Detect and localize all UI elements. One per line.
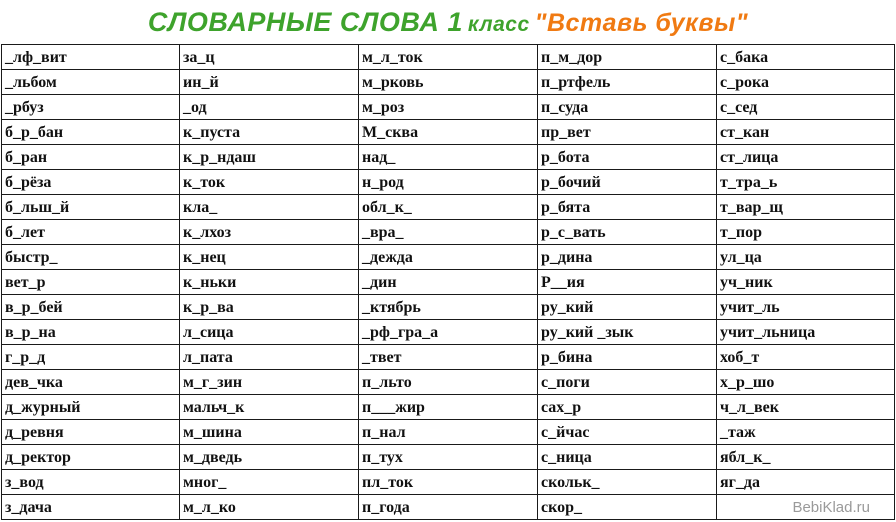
- word-cell: р_с_вать: [538, 220, 717, 245]
- word-cell: м_шина: [180, 420, 359, 445]
- word-cell: ин_й: [180, 70, 359, 95]
- word-cell: с_бака: [717, 45, 895, 70]
- table-row: [2, 445, 895, 470]
- word-cell: к_пуста: [180, 120, 359, 145]
- word-cell: д_ревня: [2, 420, 180, 445]
- table-row: [2, 270, 895, 295]
- word-cell: т_пор: [717, 220, 895, 245]
- word-cell: р_дина: [538, 245, 717, 270]
- word-cell: б_рёза: [2, 170, 180, 195]
- word-cell: _од: [180, 95, 359, 120]
- word-cell: л_пата: [180, 345, 359, 370]
- word-cell: скор_: [538, 495, 717, 520]
- word-table: [1, 44, 895, 520]
- word-cell: в_р_на: [2, 320, 180, 345]
- word-cell: ябл_к_: [717, 445, 895, 470]
- word-cell: яг_да: [717, 470, 895, 495]
- word-cell: вет_р: [2, 270, 180, 295]
- word-cell: п_льто: [359, 370, 538, 395]
- word-cell: учит_льница: [717, 320, 895, 345]
- word-cell: ст_кан: [717, 120, 895, 145]
- word-cell: над_: [359, 145, 538, 170]
- word-cell: м_роз: [359, 95, 538, 120]
- word-cell: с_поги: [538, 370, 717, 395]
- word-cell: уч_ник: [717, 270, 895, 295]
- word-cell: пр_вет: [538, 120, 717, 145]
- word-cell: м_г_зин: [180, 370, 359, 395]
- word-cell: б_льш_й: [2, 195, 180, 220]
- word-cell: _льбом: [2, 70, 180, 95]
- word-cell: д_ректор: [2, 445, 180, 470]
- word-cell: н_род: [359, 170, 538, 195]
- word-cell: М_сква: [359, 120, 538, 145]
- word-cell: ру_кий: [538, 295, 717, 320]
- word-cell: _твет: [359, 345, 538, 370]
- word-cell: ч_л_век: [717, 395, 895, 420]
- word-cell: в_р_бей: [2, 295, 180, 320]
- word-cell: т_тра_ь: [717, 170, 895, 195]
- word-cell: _дежда: [359, 245, 538, 270]
- word-cell: сах_р: [538, 395, 717, 420]
- table-row: [2, 370, 895, 395]
- table-row: [2, 145, 895, 170]
- table-row: [2, 45, 895, 70]
- word-cell: р_бята: [538, 195, 717, 220]
- word-cell: _рбуз: [2, 95, 180, 120]
- word-cell: Р__ия: [538, 270, 717, 295]
- word-cell: _дин: [359, 270, 538, 295]
- table-row: [2, 495, 895, 520]
- table-row: [2, 345, 895, 370]
- word-cell: дев_чка: [2, 370, 180, 395]
- word-cell: л_сица: [180, 320, 359, 345]
- word-cell: скольк_: [538, 470, 717, 495]
- word-cell: с_йчас: [538, 420, 717, 445]
- word-cell: _вра_: [359, 220, 538, 245]
- word-cell: р_бочий: [538, 170, 717, 195]
- word-cell: с_рока: [717, 70, 895, 95]
- site-watermark: BebiKlad.ru: [788, 499, 874, 516]
- word-cell: х_р_шо: [717, 370, 895, 395]
- word-cell: обл_к_: [359, 195, 538, 220]
- word-cell: р_бина: [538, 345, 717, 370]
- word-cell: _ктябрь: [359, 295, 538, 320]
- word-cell: за_ц: [180, 45, 359, 70]
- page-title: [0, 0, 896, 44]
- word-cell: кла_: [180, 195, 359, 220]
- word-cell: п_тух: [359, 445, 538, 470]
- table-row: [2, 95, 895, 120]
- word-cell: _таж: [717, 420, 895, 445]
- word-cell: б_ран: [2, 145, 180, 170]
- word-cell: ст_лица: [717, 145, 895, 170]
- table-row: [2, 170, 895, 195]
- word-cell: м_л_ко: [180, 495, 359, 520]
- word-cell: г_р_д: [2, 345, 180, 370]
- table-row: [2, 295, 895, 320]
- table-row: [2, 120, 895, 145]
- word-cell: м_дведь: [180, 445, 359, 470]
- word-cell: к_р_ва: [180, 295, 359, 320]
- word-cell: з_вод: [2, 470, 180, 495]
- word-table-body: [2, 45, 895, 520]
- word-cell: м_рковь: [359, 70, 538, 95]
- word-cell: учит_ль: [717, 295, 895, 320]
- word-cell: быстр_: [2, 245, 180, 270]
- word-cell: с_ница: [538, 445, 717, 470]
- word-cell: ул_ца: [717, 245, 895, 270]
- word-cell: к_ньки: [180, 270, 359, 295]
- word-cell: пл_ток: [359, 470, 538, 495]
- word-cell: с_сед: [717, 95, 895, 120]
- table-row: [2, 70, 895, 95]
- word-cell: п_года: [359, 495, 538, 520]
- word-cell: б_р_бан: [2, 120, 180, 145]
- word-cell: п_нал: [359, 420, 538, 445]
- title-sub: класс: [467, 13, 530, 36]
- word-cell: мальч_к: [180, 395, 359, 420]
- word-cell: к_р_ндаш: [180, 145, 359, 170]
- title-accent: "Вставь буквы": [534, 9, 749, 37]
- word-cell: п___жир: [359, 395, 538, 420]
- table-row: [2, 220, 895, 245]
- word-cell: к_ток: [180, 170, 359, 195]
- table-row: [2, 320, 895, 345]
- word-cell: п_м_дор: [538, 45, 717, 70]
- word-cell: к_лхоз: [180, 220, 359, 245]
- word-cell: т_вар_щ: [717, 195, 895, 220]
- word-cell: мног_: [180, 470, 359, 495]
- title-main: СЛОВАРНЫЕ СЛОВА 1: [147, 7, 463, 37]
- word-cell: _лф_вит: [2, 45, 180, 70]
- table-row: [2, 245, 895, 270]
- word-cell: п_суда: [538, 95, 717, 120]
- word-cell: з_дача: [2, 495, 180, 520]
- word-cell: р_бота: [538, 145, 717, 170]
- table-row: [2, 470, 895, 495]
- word-cell: к_нец: [180, 245, 359, 270]
- table-row: [2, 420, 895, 445]
- table-row: [2, 195, 895, 220]
- word-cell: хоб_т: [717, 345, 895, 370]
- word-cell: д_журный: [2, 395, 180, 420]
- word-cell: б_лет: [2, 220, 180, 245]
- word-cell: м_л_ток: [359, 45, 538, 70]
- word-cell: ру_кий _зык: [538, 320, 717, 345]
- word-cell: п_ртфель: [538, 70, 717, 95]
- table-row: [2, 395, 895, 420]
- word-cell: _рф_гра_а: [359, 320, 538, 345]
